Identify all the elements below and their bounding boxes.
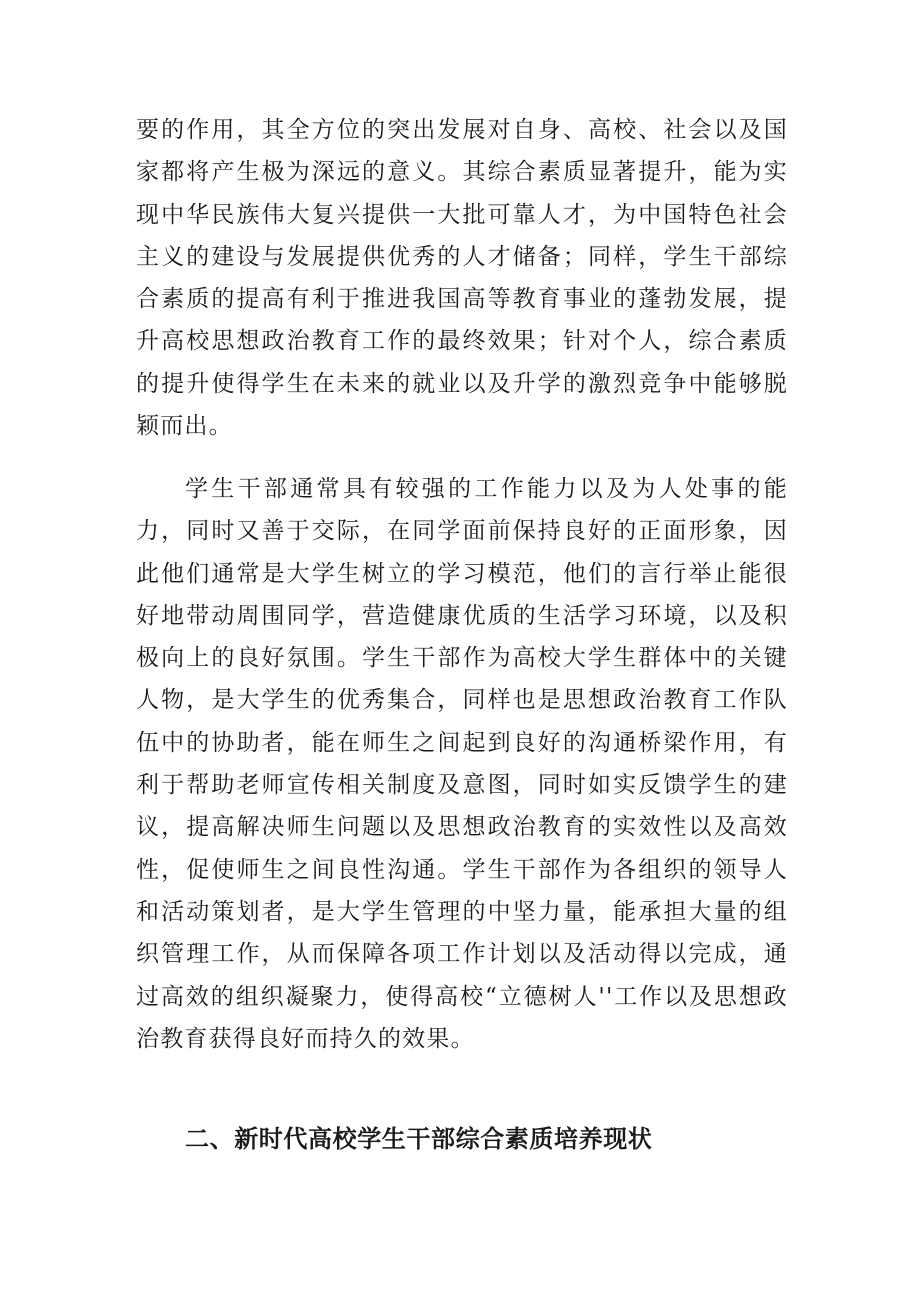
body-paragraph: 要的作用，其全方位的突出发展对自身、高校、社会以及国家都将产生极为深远的意义。其综合素质显著提升，能为实现中华民族伟大复兴提供一大批可靠人才，为中国特色社会主义的建设与发展提供优秀的人才储备；同样，学生干部综合素质的提高有利于推进我国高等教育事业的蓬勃发展，提升高校思想政治教育工作的最终效果；针对个人，综合素质的提升使得学生在未来的就业以及升学的激烈竞争中能够脱颖而出。 xyxy=(136,117,788,440)
section-heading: 二、新时代高校学生干部综合素质培养现状 xyxy=(185,1125,653,1153)
body-paragraph: 学生干部通常具有较强的工作能力以及为人处事的能力，同时又善于交际，在同学面前保持良好的正面形象，因此他们通常是大学生树立的学习模范，他们的言行举止能很好地带动周围同学，营造健康优质的生活学习环境，以及积极向上的良好氛围。学生干部作为高校大学生群体中的关键人物，是大学生的优秀集合，同样也是思想政治教育工作队伍中的协助者，能在师生之间起到良好的沟通桥梁作用，有利于帮助老师宣传相关制度及意图，同时如实反馈学生的建议，提高解决师生问题以及思想政治教育的实效性以及高效性，促使师生之间良性沟通。学生干部作为各组织的领导人和活动策划者，是大学生管理的中坚力量，能承担大量的组织管理工作，从而保障各项工作计划以及活动得以完成，通过高效的组织凝聚力，使得高校“立德树人''工作以及思想政治教育获得良好而持久的效果。 xyxy=(136,476,788,1052)
